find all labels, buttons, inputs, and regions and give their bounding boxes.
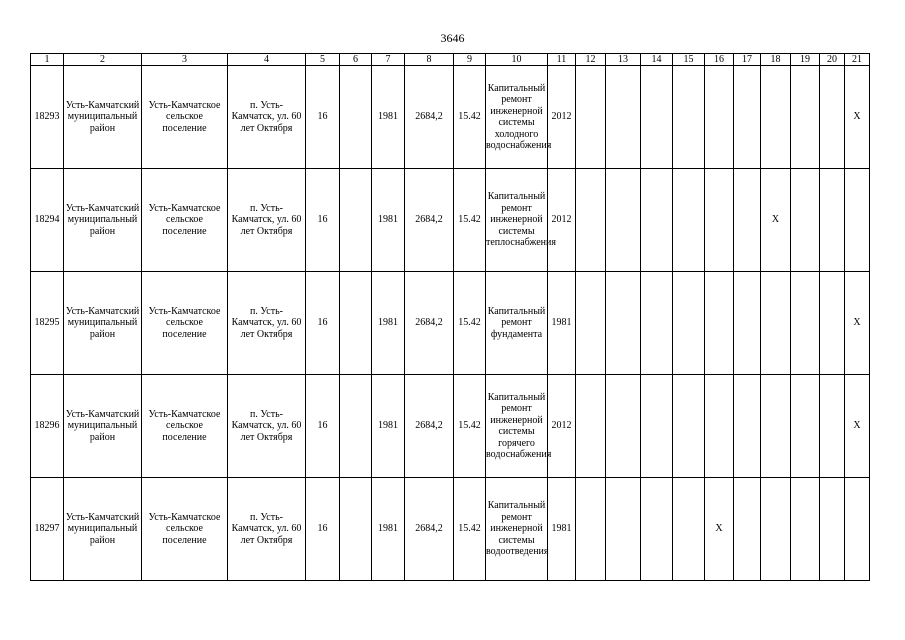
table-cell-col-1 bbox=[31, 272, 64, 375]
table-cell-col-17 bbox=[734, 375, 761, 478]
cell-text: п. Усть-Камчатск, ул. 60 лет Октября bbox=[231, 305, 302, 340]
column-header: 13 bbox=[606, 54, 641, 66]
table-cell-col-4 bbox=[228, 375, 306, 478]
column-header: 4 bbox=[228, 54, 306, 66]
table-cell-col-15 bbox=[673, 66, 705, 169]
table-cell-col-20 bbox=[820, 478, 845, 581]
table-cell-col-10 bbox=[486, 169, 556, 272]
cell-text: 15.42 bbox=[458, 523, 481, 535]
table-cell-col-14 bbox=[641, 66, 673, 169]
cell-text: Капитальный ремонт инженерной системы водоотведения bbox=[486, 500, 549, 558]
column-header: 1 bbox=[31, 54, 64, 66]
cell-text: X bbox=[853, 111, 861, 123]
table-cell-col-18 bbox=[761, 478, 791, 581]
table-cell-col-17 bbox=[734, 272, 761, 375]
table-cell-col-15 bbox=[673, 272, 705, 375]
table-cell-col-9 bbox=[454, 66, 486, 169]
table-cell-col-18 bbox=[761, 169, 791, 272]
table-cell-col-5 bbox=[306, 272, 340, 375]
table-body bbox=[31, 54, 870, 581]
cell-text: п. Усть-Камчатск, ул. 60 лет Октября bbox=[231, 99, 302, 134]
table-cell-col-12 bbox=[576, 272, 606, 375]
table-cell-col-10 bbox=[486, 375, 552, 478]
table-cell-col-17 bbox=[734, 66, 761, 169]
cell-text: Усть-Камчатское сельское поселение bbox=[148, 511, 221, 546]
table-cell-col-19 bbox=[791, 66, 820, 169]
table-cell-col-17 bbox=[734, 478, 761, 581]
cell-text: Усть-Камчатское сельское поселение bbox=[148, 202, 221, 237]
cell-text: X bbox=[853, 317, 861, 329]
column-header: 2 bbox=[64, 54, 142, 66]
table-cell-col-8 bbox=[405, 169, 454, 272]
cell-text: 18293 bbox=[34, 111, 60, 123]
table-cell-col-6 bbox=[340, 169, 372, 272]
cell-text: 1981 bbox=[378, 111, 398, 123]
table-cell-col-6 bbox=[340, 478, 372, 581]
cell-text: X bbox=[771, 214, 780, 226]
table-cell-col-16 bbox=[705, 272, 734, 375]
cell-text: 16 bbox=[317, 111, 328, 123]
table-row bbox=[31, 478, 870, 581]
table-cell-col-11 bbox=[548, 478, 576, 581]
cell-text: Капитальный ремонт инженерной системы горячего водоснабжения bbox=[486, 391, 552, 460]
table-cell-col-14 bbox=[641, 375, 673, 478]
table-cell-col-10 bbox=[486, 478, 548, 581]
table-cell-col-20 bbox=[820, 375, 845, 478]
table-cell-col-12 bbox=[576, 375, 606, 478]
table-cell-col-21 bbox=[845, 169, 870, 272]
cell-text: 16 bbox=[317, 214, 328, 226]
table-cell-col-8 bbox=[405, 478, 454, 581]
table-cell-col-5 bbox=[306, 66, 340, 169]
table-cell-col-9 bbox=[454, 272, 486, 375]
table-cell-col-1 bbox=[31, 169, 64, 272]
table-cell-col-12 bbox=[576, 66, 606, 169]
table-cell-col-7 bbox=[372, 169, 405, 272]
table-cell-col-3 bbox=[142, 169, 228, 272]
table-cell-col-6 bbox=[340, 66, 372, 169]
cell-text: 1981 bbox=[378, 214, 398, 226]
table-cell-col-13 bbox=[606, 375, 641, 478]
table-row bbox=[31, 66, 870, 169]
table-cell-col-14 bbox=[641, 478, 673, 581]
cell-text: п. Усть-Камчатск, ул. 60 лет Октября bbox=[231, 408, 302, 443]
table-cell-col-6 bbox=[340, 272, 372, 375]
cell-text: п. Усть-Камчатск, ул. 60 лет Октября bbox=[231, 202, 302, 237]
table-cell-col-11 bbox=[548, 375, 576, 478]
table-cell-col-7 bbox=[372, 478, 405, 581]
table-cell-col-5 bbox=[306, 169, 340, 272]
cell-text: 2684,2 bbox=[415, 317, 443, 329]
cell-text: 2012 bbox=[551, 420, 572, 432]
cell-text: Усть-Камчатский муниципальный район bbox=[65, 408, 140, 443]
table-cell-col-4 bbox=[228, 478, 306, 581]
table-cell-col-14 bbox=[641, 169, 673, 272]
table-cell-col-11 bbox=[548, 66, 576, 169]
cell-text: X bbox=[715, 523, 723, 535]
table-cell-col-19 bbox=[791, 272, 820, 375]
table-row bbox=[31, 375, 870, 478]
table-cell-col-19 bbox=[791, 478, 820, 581]
table-cell-col-18 bbox=[761, 272, 791, 375]
page-number: 3646 bbox=[440, 31, 465, 45]
column-header: 5 bbox=[306, 54, 340, 66]
column-header: 20 bbox=[820, 54, 845, 66]
cell-text: 18297 bbox=[34, 523, 60, 535]
table-cell-col-15 bbox=[673, 375, 705, 478]
cell-text: 15.42 bbox=[458, 420, 481, 432]
cell-text: 15.42 bbox=[458, 317, 481, 329]
column-header: 18 bbox=[761, 54, 791, 66]
table-row bbox=[31, 272, 870, 375]
cell-text: 18296 bbox=[34, 420, 60, 432]
table-cell-col-16 bbox=[705, 169, 734, 272]
table-cell-col-18 bbox=[761, 66, 791, 169]
cell-text: 1981 bbox=[378, 523, 398, 535]
cell-text: 2012 bbox=[551, 214, 572, 226]
table-cell-col-5 bbox=[306, 375, 340, 478]
table-cell-col-17 bbox=[734, 169, 761, 272]
table-cell-col-9 bbox=[454, 169, 486, 272]
table-cell-col-5 bbox=[306, 478, 340, 581]
table-cell-col-18 bbox=[761, 375, 791, 478]
cell-text: 1981 bbox=[378, 420, 398, 432]
table-cell-col-2 bbox=[64, 272, 142, 375]
cell-text: 2012 bbox=[551, 111, 572, 123]
cell-text: Усть-Камчатское сельское поселение bbox=[148, 99, 221, 134]
table-cell-col-21 bbox=[845, 375, 870, 478]
table-cell-col-13 bbox=[606, 272, 641, 375]
column-header: 16 bbox=[705, 54, 734, 66]
column-header: 11 bbox=[548, 54, 576, 66]
column-header: 3 bbox=[142, 54, 228, 66]
cell-text: Усть-Камчатское сельское поселение bbox=[148, 305, 221, 340]
cell-text: Усть-Камчатский муниципальный район bbox=[65, 99, 140, 134]
table-cell-col-4 bbox=[228, 169, 306, 272]
table-cell-col-15 bbox=[673, 478, 705, 581]
table-cell-col-21 bbox=[845, 478, 870, 581]
cell-text: 16 bbox=[317, 523, 328, 535]
cell-text: Усть-Камчатский муниципальный район bbox=[65, 511, 140, 546]
table-cell-col-1 bbox=[31, 66, 64, 169]
data-table bbox=[30, 53, 870, 581]
table-cell-col-1 bbox=[31, 375, 64, 478]
column-header: 21 bbox=[845, 54, 870, 66]
table-cell-col-14 bbox=[641, 272, 673, 375]
column-header: 8 bbox=[405, 54, 454, 66]
cell-text: 16 bbox=[317, 317, 328, 329]
table-cell-col-3 bbox=[142, 478, 228, 581]
cell-text: п. Усть-Камчатск, ул. 60 лет Октября bbox=[231, 511, 302, 546]
table-cell-col-13 bbox=[606, 66, 641, 169]
table-cell-col-9 bbox=[454, 375, 486, 478]
column-header: 19 bbox=[791, 54, 820, 66]
column-header: 12 bbox=[576, 54, 606, 66]
table-cell-col-1 bbox=[31, 478, 64, 581]
table-cell-col-16 bbox=[705, 66, 734, 169]
table-cell-col-2 bbox=[64, 478, 142, 581]
column-header: 17 bbox=[734, 54, 761, 66]
cell-text: 1981 bbox=[551, 523, 572, 535]
column-header: 14 bbox=[641, 54, 673, 66]
table-cell-col-3 bbox=[142, 66, 228, 169]
table-cell-col-20 bbox=[820, 272, 845, 375]
table-cell-col-8 bbox=[405, 375, 454, 478]
table-cell-col-4 bbox=[228, 66, 306, 169]
cell-text: 2684,2 bbox=[415, 111, 443, 123]
cell-text: 2684,2 bbox=[415, 214, 443, 226]
table-cell-col-2 bbox=[64, 66, 142, 169]
column-header: 15 bbox=[673, 54, 705, 66]
cell-text: Капитальный ремонт фундамента bbox=[487, 305, 546, 340]
table-cell-col-16 bbox=[705, 478, 734, 581]
table-cell-col-6 bbox=[340, 375, 372, 478]
cell-text: Капитальный ремонт инженерной системы холодного водоснабжения bbox=[486, 82, 552, 151]
table-cell-col-13 bbox=[606, 478, 641, 581]
table-cell-col-12 bbox=[576, 478, 606, 581]
cell-text: 2684,2 bbox=[415, 523, 443, 535]
table-cell-col-10 bbox=[486, 66, 552, 169]
table-cell-col-16 bbox=[705, 375, 734, 478]
table-cell-col-12 bbox=[576, 169, 606, 272]
table-cell-col-2 bbox=[64, 375, 142, 478]
table-cell-col-3 bbox=[142, 375, 228, 478]
table-cell-col-4 bbox=[228, 272, 306, 375]
column-header: 10 bbox=[486, 54, 548, 66]
table-cell-col-21 bbox=[845, 66, 870, 169]
table-cell-col-19 bbox=[791, 375, 820, 478]
cell-text: Усть-Камчатский муниципальный район bbox=[65, 305, 140, 340]
table-cell-col-21 bbox=[845, 272, 870, 375]
table-cell-col-13 bbox=[606, 169, 641, 272]
table-cell-col-8 bbox=[405, 66, 454, 169]
table-cell-col-7 bbox=[372, 375, 405, 478]
cell-text: 15.42 bbox=[458, 214, 481, 226]
cell-text: 18294 bbox=[34, 214, 60, 226]
table-cell-col-9 bbox=[454, 478, 486, 581]
table-row bbox=[31, 169, 870, 272]
cell-text: 1981 bbox=[378, 317, 398, 329]
table-cell-col-11 bbox=[548, 169, 576, 272]
cell-text: 1981 bbox=[551, 317, 572, 329]
column-header: 9 bbox=[454, 54, 486, 66]
table-cell-col-3 bbox=[142, 272, 228, 375]
cell-text: 16 bbox=[317, 420, 328, 432]
cell-text: Усть-Камчатский муниципальный район bbox=[65, 202, 140, 237]
table-cell-col-15 bbox=[673, 169, 705, 272]
cell-text: Капитальный ремонт инженерной системы теплоснабжения bbox=[486, 191, 556, 249]
table-cell-col-20 bbox=[820, 66, 845, 169]
cell-text: 15.42 bbox=[458, 111, 481, 123]
cell-text: X bbox=[853, 420, 861, 432]
cell-text: Усть-Камчатское сельское поселение bbox=[148, 408, 221, 443]
table-cell-col-19 bbox=[791, 169, 820, 272]
column-header: 7 bbox=[372, 54, 405, 66]
table-cell-col-7 bbox=[372, 66, 405, 169]
header-row bbox=[31, 54, 870, 66]
table-cell-col-20 bbox=[820, 169, 845, 272]
cell-text: 2684,2 bbox=[415, 420, 443, 432]
table-cell-col-8 bbox=[405, 272, 454, 375]
table-cell-col-11 bbox=[548, 272, 576, 375]
table-cell-col-2 bbox=[64, 169, 142, 272]
column-header: 6 bbox=[340, 54, 372, 66]
table-cell-col-7 bbox=[372, 272, 405, 375]
table-cell-col-10 bbox=[486, 272, 548, 375]
cell-text: 18295 bbox=[34, 317, 60, 329]
